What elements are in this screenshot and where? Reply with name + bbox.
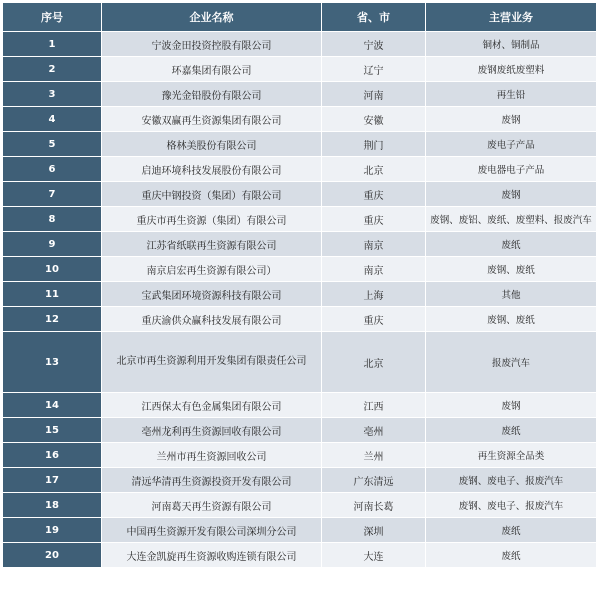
row-index: 17 xyxy=(3,468,102,493)
company-name: 大连金凯旋再生资源收购连锁有限公司 xyxy=(102,543,322,568)
header-company-name: 企业名称 xyxy=(102,3,322,32)
table-row xyxy=(3,132,597,157)
table-header-row xyxy=(3,3,597,32)
business: 废纸 xyxy=(426,543,597,568)
company-name: 北京市再生资源利用开发集团有限责任公司 xyxy=(102,332,322,393)
table-row xyxy=(3,182,597,207)
company-name: 重庆中钢投资（集团）有限公司 xyxy=(102,182,322,207)
business: 废钢、废纸 xyxy=(426,307,597,332)
company-name: 江苏省纸联再生资源有限公司 xyxy=(102,232,322,257)
region: 宁波 xyxy=(322,32,426,57)
company-name: 豫光金铅股份有限公司 xyxy=(102,82,322,107)
table-row xyxy=(3,543,597,568)
table-row xyxy=(3,232,597,257)
company-name: 安徽双赢再生资源集团有限公司 xyxy=(102,107,322,132)
company-name: 南京启宏再生资源有限公司） xyxy=(102,257,322,282)
company-name: 格林美股份有限公司 xyxy=(102,132,322,157)
row-index: 6 xyxy=(3,157,102,182)
table-row xyxy=(3,282,597,307)
business: 废电子产品 xyxy=(426,132,597,157)
business: 废钢、废纸 xyxy=(426,257,597,282)
row-index: 8 xyxy=(3,207,102,232)
table-row xyxy=(3,32,597,57)
region: 重庆 xyxy=(322,307,426,332)
business: 铜材、铜制品 xyxy=(426,32,597,57)
region: 重庆 xyxy=(322,207,426,232)
company-name: 重庆渝供众赢科技发展有限公司 xyxy=(102,307,322,332)
table-row xyxy=(3,307,597,332)
table-row xyxy=(3,393,597,418)
table-row xyxy=(3,157,597,182)
company-name: 重庆市再生资源（集团）有限公司 xyxy=(102,207,322,232)
business: 废纸 xyxy=(426,518,597,543)
business: 报废汽车 xyxy=(426,332,597,393)
region: 北京 xyxy=(322,332,426,393)
table-row xyxy=(3,107,597,132)
company-name: 宁波金田投资控股有限公司 xyxy=(102,32,322,57)
business: 废钢废纸废塑料 xyxy=(426,57,597,82)
region: 南京 xyxy=(322,257,426,282)
business: 废纸 xyxy=(426,418,597,443)
company-name: 兰州市再生资源回收公司 xyxy=(102,443,322,468)
table-row xyxy=(3,207,597,232)
row-index: 15 xyxy=(3,418,102,443)
row-index: 19 xyxy=(3,518,102,543)
table-row xyxy=(3,257,597,282)
row-index: 12 xyxy=(3,307,102,332)
row-index: 13 xyxy=(3,332,102,393)
header-region: 省、市 xyxy=(322,3,426,32)
region: 广东清远 xyxy=(322,468,426,493)
region: 大连 xyxy=(322,543,426,568)
company-name: 中国再生资源开发有限公司深圳分公司 xyxy=(102,518,322,543)
business: 废钢、废铝、废纸、废塑料、报废汽车 xyxy=(426,207,597,232)
region: 河南 xyxy=(322,82,426,107)
company-name: 河南葛天再生资源有限公司 xyxy=(102,493,322,518)
business: 废电器电子产品 xyxy=(426,157,597,182)
business: 再生铅 xyxy=(426,82,597,107)
header-business: 主营业务 xyxy=(426,3,597,32)
row-index: 14 xyxy=(3,393,102,418)
company-name: 亳州龙利再生资源回收有限公司 xyxy=(102,418,322,443)
business: 其他 xyxy=(426,282,597,307)
region: 兰州 xyxy=(322,443,426,468)
business: 废钢 xyxy=(426,182,597,207)
company-name: 宝武集团环境资源科技有限公司 xyxy=(102,282,322,307)
table-row xyxy=(3,418,597,443)
row-index: 11 xyxy=(3,282,102,307)
region: 安徽 xyxy=(322,107,426,132)
table-row xyxy=(3,518,597,543)
business: 废钢、废电子、报废汽车 xyxy=(426,493,597,518)
business: 废钢 xyxy=(426,107,597,132)
row-index: 1 xyxy=(3,32,102,57)
row-index: 3 xyxy=(3,82,102,107)
table-row xyxy=(3,443,597,468)
enterprise-table xyxy=(2,2,597,568)
header-index: 序号 xyxy=(3,3,102,32)
table-row xyxy=(3,57,597,82)
row-index: 16 xyxy=(3,443,102,468)
table-row xyxy=(3,468,597,493)
company-name: 清远华清再生资源投资开发有限公司 xyxy=(102,468,322,493)
row-index: 18 xyxy=(3,493,102,518)
row-index: 2 xyxy=(3,57,102,82)
region: 深圳 xyxy=(322,518,426,543)
row-index: 4 xyxy=(3,107,102,132)
table-row xyxy=(3,82,597,107)
row-index: 7 xyxy=(3,182,102,207)
business: 废钢、废电子、报废汽车 xyxy=(426,468,597,493)
company-name: 江西保太有色金属集团有限公司 xyxy=(102,393,322,418)
business: 废纸 xyxy=(426,232,597,257)
table-row xyxy=(3,332,597,393)
enterprise-table-container xyxy=(2,2,596,596)
row-index: 5 xyxy=(3,132,102,157)
region: 南京 xyxy=(322,232,426,257)
region: 河南长葛 xyxy=(322,493,426,518)
business: 再生资源全品类 xyxy=(426,443,597,468)
region: 上海 xyxy=(322,282,426,307)
region: 辽宁 xyxy=(322,57,426,82)
row-index: 10 xyxy=(3,257,102,282)
region: 亳州 xyxy=(322,418,426,443)
region: 重庆 xyxy=(322,182,426,207)
row-index: 9 xyxy=(3,232,102,257)
row-index: 20 xyxy=(3,543,102,568)
region: 北京 xyxy=(322,157,426,182)
company-name: 环嘉集团有限公司 xyxy=(102,57,322,82)
table-row xyxy=(3,493,597,518)
company-name: 启迪环境科技发展股份有限公司 xyxy=(102,157,322,182)
region: 江西 xyxy=(322,393,426,418)
region: 荆门 xyxy=(322,132,426,157)
business: 废钢 xyxy=(426,393,597,418)
